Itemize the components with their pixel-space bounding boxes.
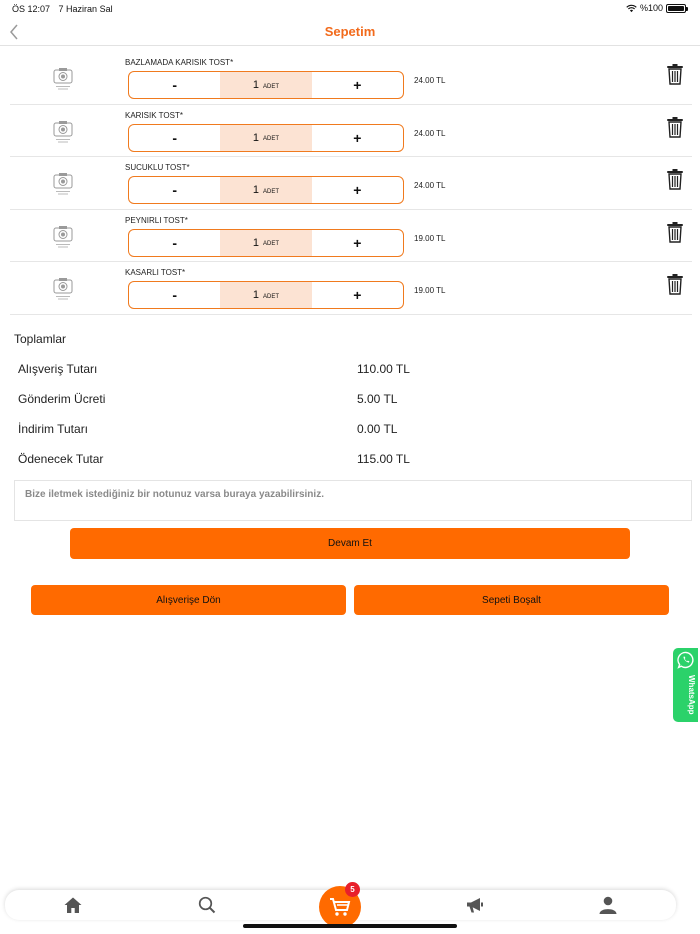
item-price: 24.00 TL bbox=[414, 128, 446, 138]
profile-icon[interactable] bbox=[598, 896, 618, 914]
quantity-stepper bbox=[128, 281, 404, 309]
note-input[interactable] bbox=[14, 480, 692, 521]
quantity-display bbox=[220, 125, 311, 151]
search-icon[interactable] bbox=[197, 896, 217, 914]
battery-percent: %100 bbox=[639, 3, 663, 13]
quantity-stepper bbox=[128, 124, 404, 152]
nav-bar bbox=[0, 18, 700, 46]
decrease-button[interactable]: - bbox=[172, 287, 177, 304]
trash-icon[interactable] bbox=[666, 221, 684, 243]
item-name: KARISIK TOST* bbox=[125, 110, 183, 120]
whatsapp-icon bbox=[677, 651, 695, 669]
tab-bar bbox=[5, 885, 676, 920]
increase-button[interactable]: + bbox=[353, 129, 362, 146]
quantity-value: 1 bbox=[252, 184, 260, 197]
quantity-display bbox=[220, 282, 311, 308]
decrease-button[interactable]: - bbox=[172, 234, 177, 251]
quantity-value: 1 bbox=[252, 236, 260, 249]
quantity-stepper bbox=[128, 229, 404, 257]
increase-button[interactable]: + bbox=[353, 234, 362, 251]
decrease-button[interactable]: - bbox=[172, 182, 177, 199]
quantity-unit: ADET bbox=[263, 83, 280, 90]
trash-icon[interactable] bbox=[666, 116, 684, 138]
item-price: 19.00 TL bbox=[414, 286, 446, 296]
quantity-unit: ADET bbox=[263, 188, 280, 195]
cart-item bbox=[10, 157, 692, 210]
quantity-display bbox=[220, 177, 311, 203]
product-placeholder-icon bbox=[52, 65, 74, 91]
totals-label: Gönderim Ücreti bbox=[18, 392, 106, 406]
cart-list bbox=[10, 52, 692, 315]
megaphone-icon[interactable] bbox=[465, 896, 485, 914]
trash-icon[interactable] bbox=[666, 273, 684, 295]
cart-count-badge: 5 bbox=[345, 882, 360, 897]
cart-icon bbox=[328, 895, 352, 919]
quantity-value: 1 bbox=[252, 79, 260, 91]
decrease-button[interactable]: - bbox=[172, 129, 177, 146]
increase-button[interactable]: + bbox=[353, 182, 362, 199]
home-icon[interactable] bbox=[63, 896, 83, 914]
back-to-shopping-button[interactable]: Alışverişe Dön bbox=[31, 585, 346, 615]
totals-value: 0.00 TL bbox=[357, 422, 398, 436]
totals-value: 110.00 TL bbox=[357, 362, 410, 376]
quantity-value: 1 bbox=[252, 289, 260, 302]
quantity-display bbox=[220, 230, 311, 256]
decrease-button[interactable]: - bbox=[172, 77, 177, 93]
trash-icon[interactable] bbox=[666, 168, 684, 190]
increase-button[interactable]: + bbox=[353, 287, 362, 304]
increase-button[interactable]: + bbox=[353, 77, 362, 93]
quantity-stepper bbox=[128, 71, 404, 99]
empty-cart-button[interactable]: Sepeti Boşalt bbox=[354, 585, 669, 615]
product-placeholder-icon bbox=[52, 170, 74, 196]
product-placeholder-icon bbox=[52, 223, 74, 249]
quantity-unit: ADET bbox=[263, 293, 280, 300]
battery-icon bbox=[666, 4, 686, 13]
status-bar bbox=[0, 0, 700, 18]
totals-label: Ödenecek Tutar bbox=[18, 452, 104, 466]
quantity-value: 1 bbox=[252, 131, 260, 144]
totals-label: İndirim Tutarı bbox=[18, 422, 89, 436]
status-time: ÖS 12:07 bbox=[12, 4, 51, 14]
home-indicator bbox=[243, 924, 457, 928]
trash-icon[interactable] bbox=[666, 63, 684, 85]
page-title: Sepetim bbox=[324, 24, 376, 39]
cart-item bbox=[10, 262, 692, 315]
quantity-display bbox=[220, 72, 311, 98]
cart-item bbox=[10, 105, 692, 158]
wifi-icon bbox=[626, 4, 637, 13]
whatsapp-label: WhatsApp bbox=[687, 675, 696, 715]
totals-title: Toplamlar bbox=[14, 332, 67, 346]
product-placeholder-icon bbox=[52, 118, 74, 144]
item-name: PEYNIRLI TOST* bbox=[125, 215, 188, 225]
item-name: KASARLI TOST* bbox=[125, 268, 186, 278]
product-placeholder-icon bbox=[52, 275, 74, 301]
item-price: 19.00 TL bbox=[414, 233, 446, 243]
cart-item bbox=[10, 52, 692, 105]
cart-tab[interactable] bbox=[319, 886, 361, 928]
continue-button[interactable]: Devam Et bbox=[70, 528, 630, 559]
totals-value: 5.00 TL bbox=[357, 392, 398, 406]
status-date: 7 Haziran Sal bbox=[58, 4, 113, 14]
quantity-stepper bbox=[128, 176, 404, 204]
quantity-unit: ADET bbox=[263, 241, 280, 248]
totals-label: Alışveriş Tutarı bbox=[18, 362, 98, 376]
totals-value: 115.00 TL bbox=[357, 452, 410, 466]
item-name: BAZLAMADA KARISIK TOST* bbox=[125, 58, 234, 67]
item-price: 24.00 TL bbox=[414, 76, 446, 85]
item-name: SUCUKLU TOST* bbox=[125, 163, 190, 173]
cart-item bbox=[10, 210, 692, 263]
item-price: 24.00 TL bbox=[414, 181, 446, 191]
whatsapp-button[interactable] bbox=[673, 648, 698, 722]
quantity-unit: ADET bbox=[263, 136, 280, 143]
